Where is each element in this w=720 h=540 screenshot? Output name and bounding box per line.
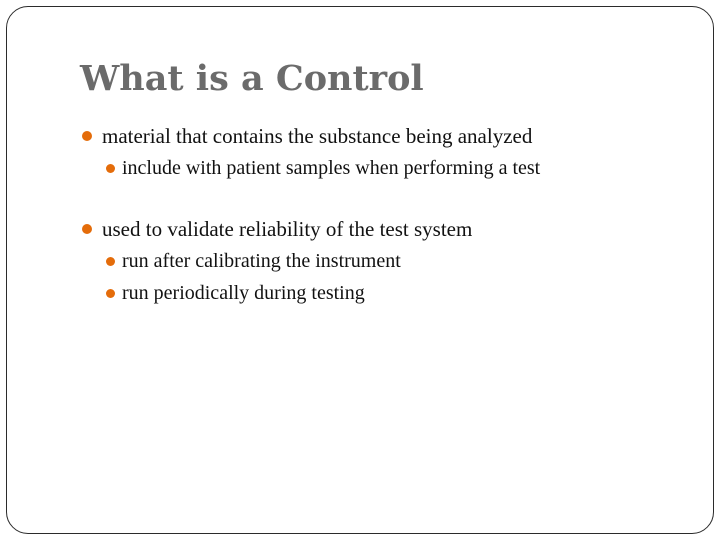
bullet-icon xyxy=(82,131,92,141)
sub-bullet-text: include with patient samples when performing a test xyxy=(122,157,541,179)
bullet-item xyxy=(80,213,700,245)
bullet-icon xyxy=(106,164,115,173)
sub-bullet-text: run periodically during testing xyxy=(122,282,365,304)
bullet-text: used to validate reliability of the test system xyxy=(102,217,473,241)
slide-title: What is a Control xyxy=(80,58,424,99)
sub-bullet-item xyxy=(80,245,700,277)
bullet-text: material that contains the substance being analyzed xyxy=(102,124,533,148)
bullet-group xyxy=(80,120,700,184)
bullet-icon xyxy=(106,289,115,298)
slide-body xyxy=(80,120,700,338)
sub-bullet-item xyxy=(80,152,700,184)
bullet-group xyxy=(80,213,700,309)
sub-bullet-item xyxy=(80,277,700,309)
sub-bullet-text: run after calibrating the instrument xyxy=(122,250,401,272)
bullet-icon xyxy=(106,257,115,266)
bullet-icon xyxy=(82,224,92,234)
bullet-item xyxy=(80,120,700,152)
